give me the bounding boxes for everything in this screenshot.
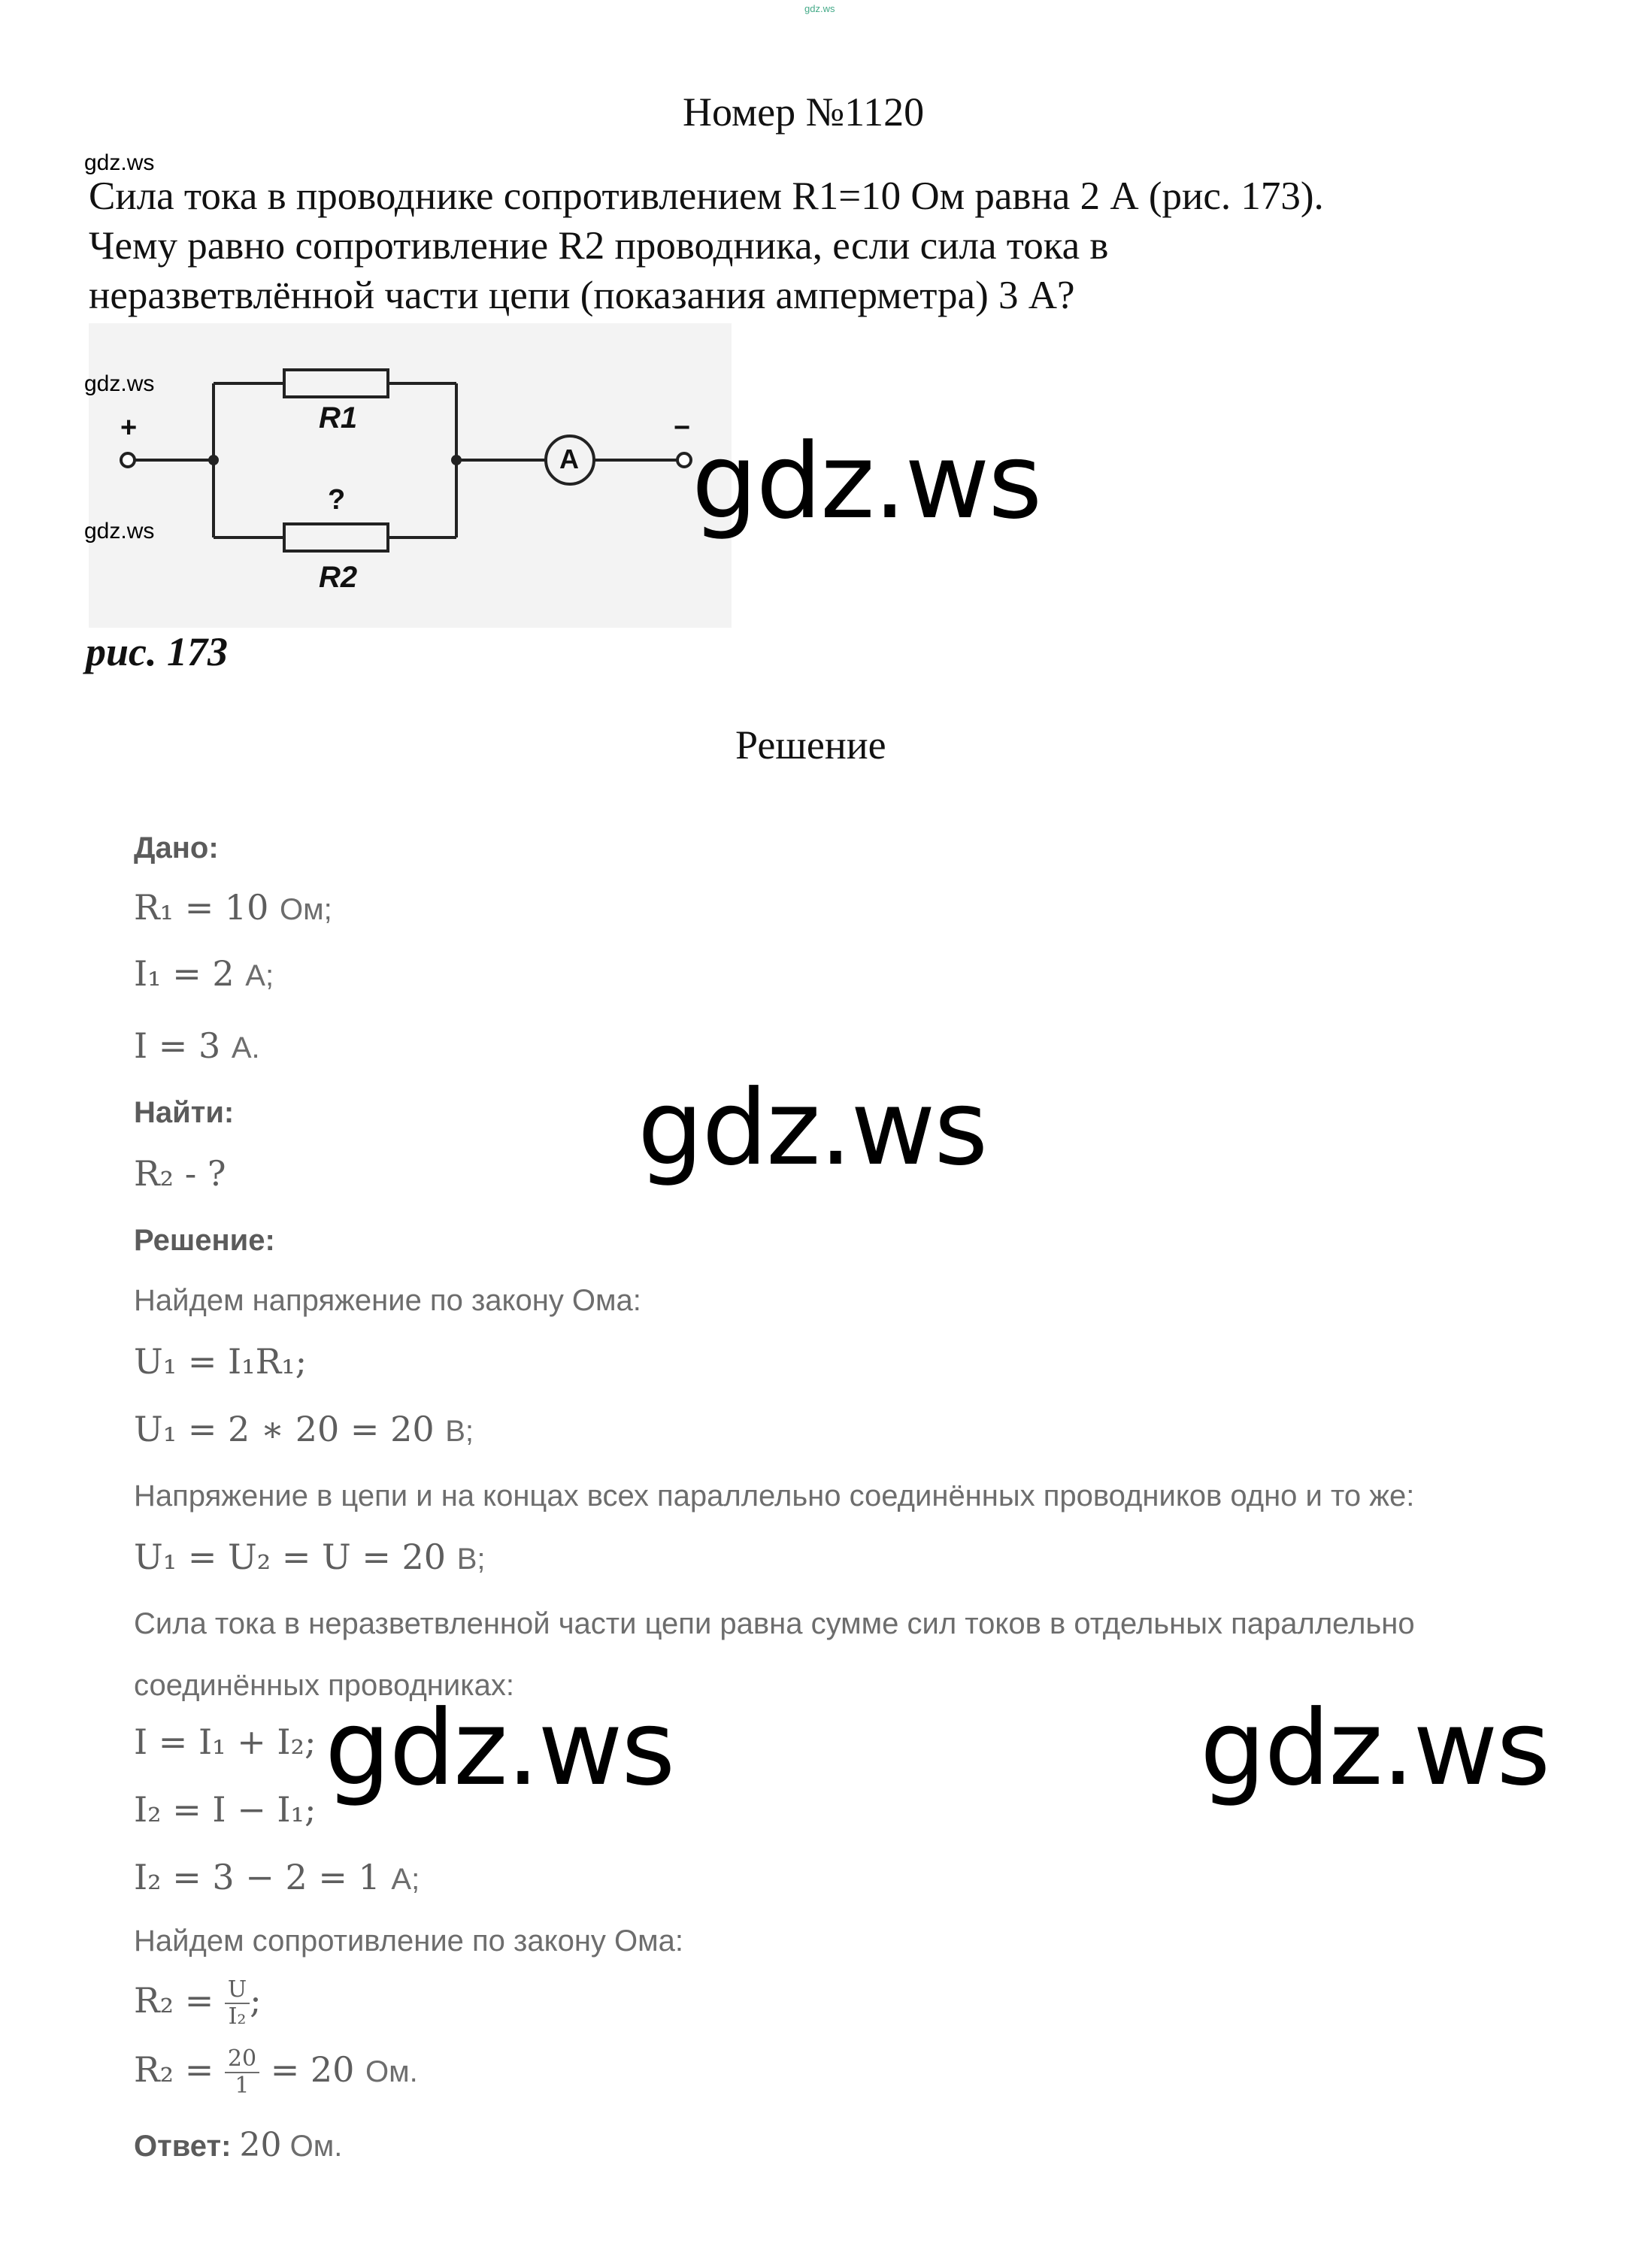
formula-i2-calc (134, 1857, 420, 1897)
resistor-r2 (284, 524, 388, 551)
answer-label: Ответ: (134, 2130, 232, 2163)
formula-r2-lhs: R₂ = (134, 1980, 214, 2021)
resistor-r1 (284, 370, 388, 397)
r2-label: R2 (319, 561, 358, 594)
formula-u1-calc-unit: В; (445, 1415, 474, 1448)
given-r1-expr: R₁ = 10 (134, 887, 269, 928)
task-line-1: Сила тока в проводнике сопротивлением R1=10 Ом равна 2 А (рис. 173). (89, 174, 1324, 218)
watermark-large-3: gdz.ws (325, 1688, 674, 1809)
formula-r2-num: U (225, 1977, 250, 2004)
given-i1-expr: I₁ = 2 (134, 953, 235, 994)
unknown-label: ? (328, 484, 346, 516)
circuit-diagram (89, 323, 732, 628)
plus-label: + (120, 412, 138, 444)
given-i-unit: А. (231, 1031, 260, 1064)
solution-label: Решение: (134, 1224, 275, 1257)
given-i-expr: I = 3 (134, 1025, 221, 1066)
formula-u1: U₁ = I₁R₁; (134, 1341, 307, 1382)
text-ohm-resistance: Найдем сопротивление по закону Ома: (134, 1924, 683, 1958)
figure-caption: рис. 173 (86, 629, 228, 674)
task-line-3: неразветвлённой части цепи (показания амперметра) 3 А? (89, 274, 1075, 317)
minus-label: − (674, 412, 691, 444)
given-i (134, 1025, 260, 1066)
task-text (89, 171, 1517, 320)
formula-u1-calc (134, 1409, 474, 1449)
formula-r2-calc-num: 20 (225, 2046, 259, 2073)
given-r1-unit: Ом; (280, 893, 332, 926)
find-value: R₂ - ? (134, 1153, 226, 1194)
formula-r2-fraction (225, 1977, 250, 2030)
task-line-2: Чему равно сопротивление R2 проводника, если сила тока в (89, 224, 1109, 268)
formula-i2: I₂ = I − I₁; (134, 1789, 317, 1830)
formula-i2-calc-unit: А; (391, 1863, 420, 1896)
formula-r2-calc-fraction (225, 2046, 259, 2099)
page-title: Номер №1120 (683, 89, 925, 135)
formula-r2-tail: ; (250, 1980, 262, 2021)
answer (134, 2126, 342, 2164)
watermark-small-3: gdz.ws (84, 519, 155, 544)
answer-unit: Ом. (289, 2130, 343, 2163)
formula-r2-den: I₂ (228, 2003, 247, 2030)
answer-value: 20 (239, 2126, 282, 2164)
given-r1 (134, 887, 332, 928)
given-i1-unit: А; (245, 959, 274, 992)
formula-r2-calc-tail: = 20 (270, 2049, 355, 2090)
text-parallel-voltage: Напряжение в цепи и на концах всех параллельно соединённых проводников одно и то же: (134, 1479, 1415, 1513)
r1-label: R1 (319, 401, 358, 435)
given-i1 (134, 953, 274, 994)
formula-r2 (134, 1977, 262, 2030)
formula-r2-calc-lhs: R₂ = (134, 2049, 214, 2090)
ammeter-label: A (559, 444, 579, 474)
formula-r2-calc-den: 1 (235, 2073, 250, 2099)
formula-i-sum: I = I₁ + I₂; (134, 1721, 317, 1762)
watermark-top: gdz.ws (804, 3, 835, 14)
formula-u-equal-unit: В; (456, 1543, 486, 1576)
solution-heading: Решение (735, 722, 886, 768)
text-current-sum-2: соединённых проводниках: (134, 1669, 514, 1702)
formula-u1-calc-expr: U₁ = 2 ∗ 20 = 20 (134, 1409, 435, 1449)
watermark-large-4: gdz.ws (1200, 1688, 1550, 1809)
formula-u-equal-expr: U₁ = U₂ = U = 20 (134, 1537, 447, 1577)
given-label: Дано: (134, 831, 219, 865)
formula-r2-calc-unit: Ом. (365, 2055, 418, 2088)
watermark-large-2: gdz.ws (638, 1067, 987, 1189)
watermark-small-1: gdz.ws (84, 150, 155, 175)
text-ohm-voltage: Найдем напряжение по закону Ома: (134, 1284, 641, 1317)
formula-r2-calc (134, 2046, 418, 2099)
circuit-figure (89, 323, 732, 628)
formula-u-equal (134, 1537, 486, 1577)
text-current-sum-1: Сила тока в неразветвленной части цепи равна сумме сил токов в отдельных параллельно (134, 1607, 1415, 1640)
formula-i2-calc-expr: I₂ = 3 − 2 = 1 (134, 1857, 380, 1897)
find-label: Найти: (134, 1096, 235, 1129)
watermark-large-1: gdz.ws (692, 421, 1041, 542)
watermark-small-2: gdz.ws (84, 371, 155, 396)
